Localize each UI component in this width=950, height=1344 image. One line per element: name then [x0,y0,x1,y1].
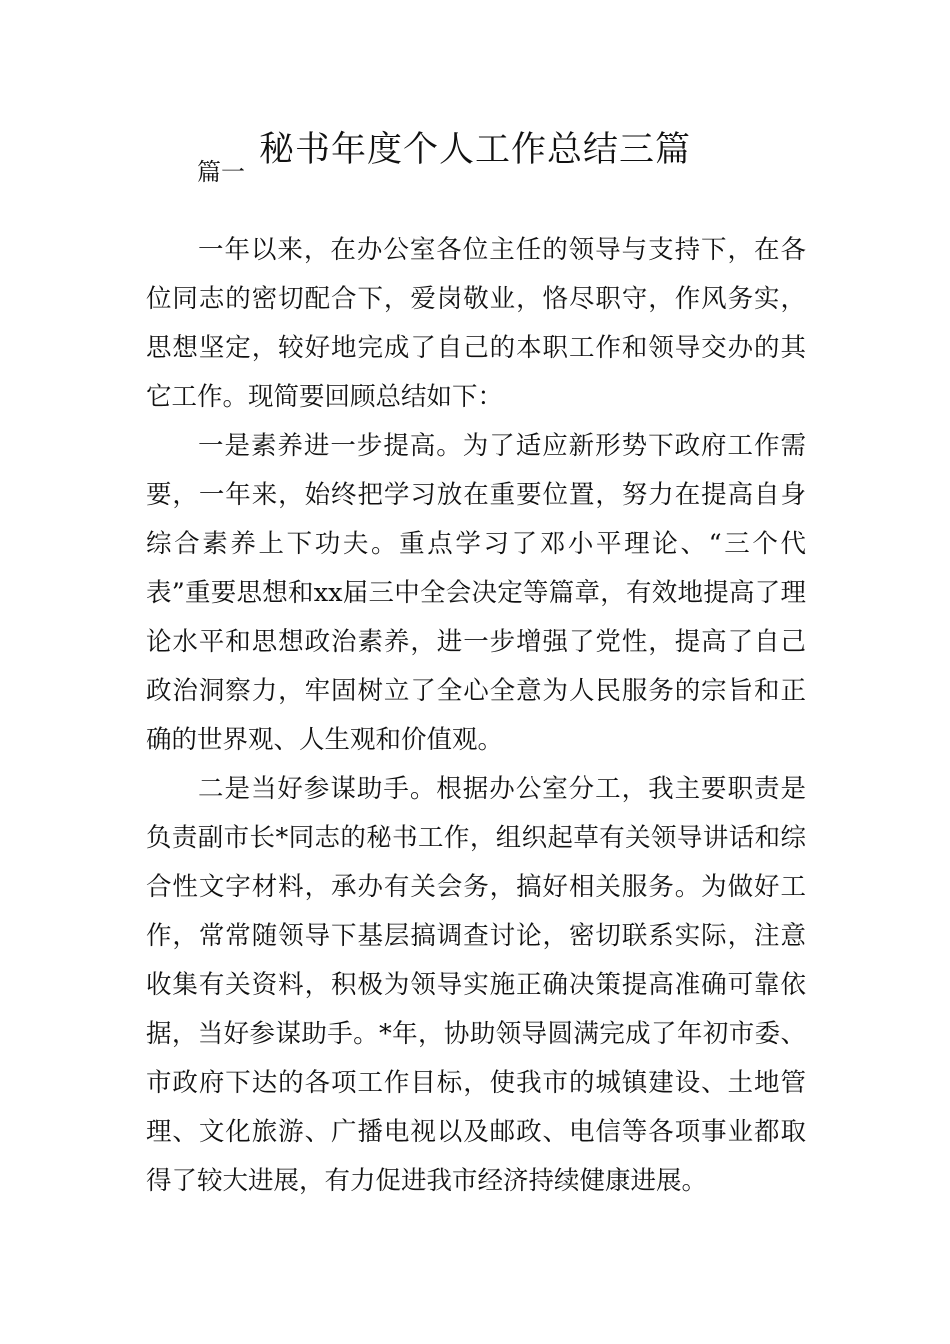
paragraph-intro: 一年以来，在办公室各位主任的领导与支持下，在各位同志的密切配合下，爱岗敬业，恪尽职守，作风务实，思想坚定，较好地完成了自己的本职工作和领导交办的其它工作。现简要回顾总结如下： [146,235,806,412]
section-label: 篇一 [197,158,245,186]
document-title: 秘书年度个人工作总结三篇 [258,130,691,170]
paragraph-assistant: 二是当好参谋助手。根据办公室分工，我主要职责是负责副市长*同志的秘书工作，组织起草有关领导讲话和综合性文字材料，承办有关会务，搞好相关服务。为做好工作，常常随领导下基层搞调查讨论，密切联系实际，注意收集有关资料，积极为领导实施正确决策提高准确可靠依据，当好参谋助手。*年，协助领导圆满完成了年初市委、市政府下达的各项工作目标，使我市的城镇建设、土地管理、文化旅游、广播电视以及邮政、电信等各项事业都取得了较大进展，有力促进我市经济持续健康进展。 [146,774,806,1196]
paragraph-quality: 一是素养进一步提高。为了适应新形势下政府工作需要，一年来，始终把学习放在重要位置，努力在提高自身综合素养上下功夫。重点学习了邓小平理论、“三个代表”重要思想和xx届三中全会决定等篇章，有效地提高了理论水平和思想政治素养，进一步增强了党性，提高了自己政治洞察力，牢固树立了全心全意为人民服务的宗旨和正确的世界观、人生观和价值观。 [146,431,806,755]
document-body [146,226,806,1206]
